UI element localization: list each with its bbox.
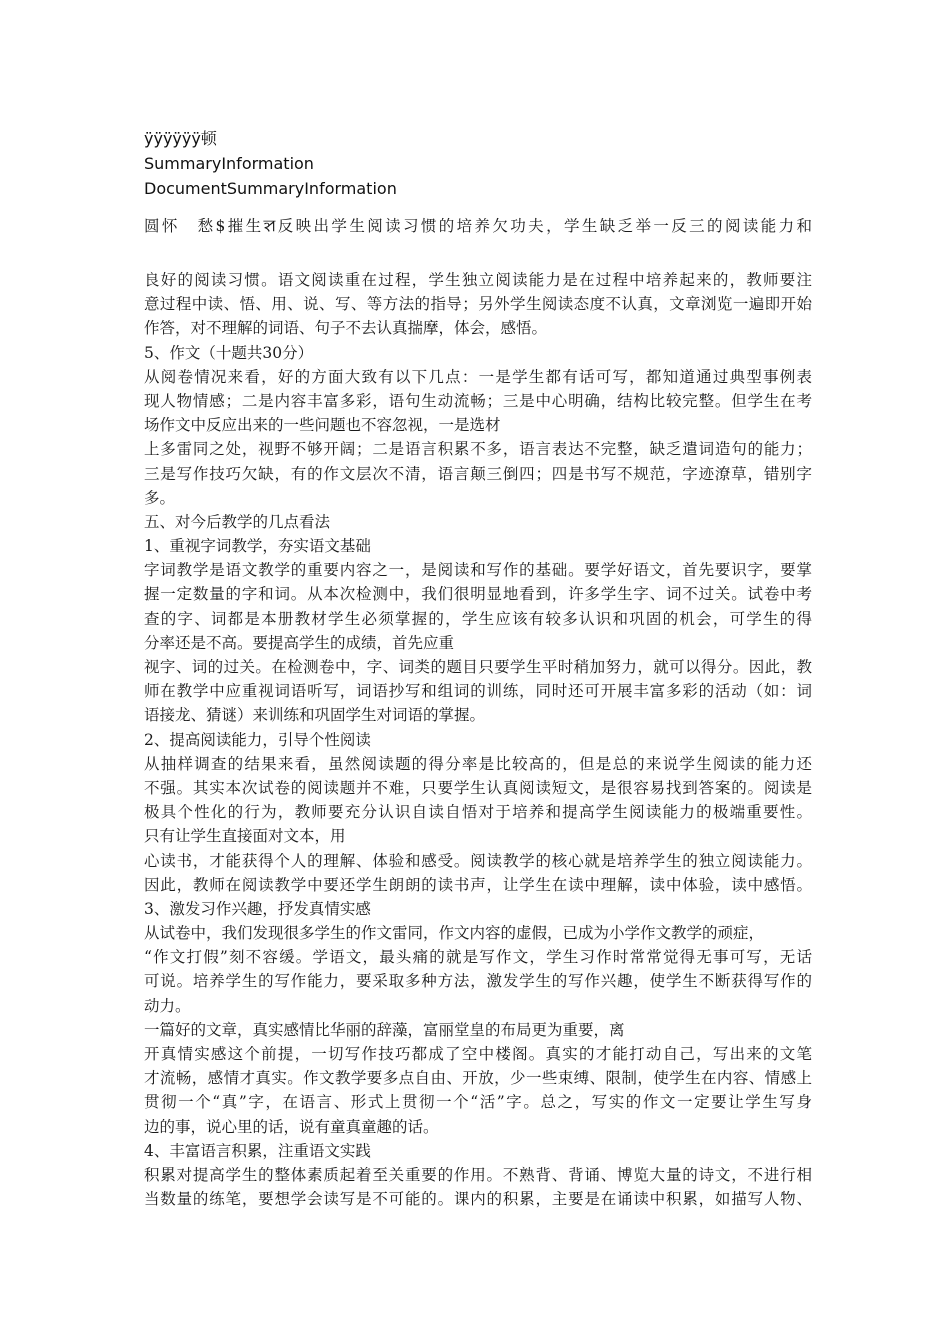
body-line: 贯彻一个“真”字，在语言、形式上贯彻一个“活”字。总之，写实的作文一定要让学生写身 <box>144 1093 812 1112</box>
body-line: 积累对提高学生的整体素质起着至关重要的作用。不熟背、背诵、博览大量的诗文，不进行相 <box>144 1165 812 1184</box>
body-line: 握一定数量的字和词。从本次检测中，我们很明显地看到，许多学生字、词不过关。试卷中考 <box>144 585 812 604</box>
body-line: 圆怀 愁$摧生ꠡ反映出学生阅读习惯的培养欠功夫，学生缺乏举一反三的阅读能力和 <box>144 217 812 235</box>
body-line: 极具个性化的行为，教师要充分认识自读自悟对于培养和提高学生阅读能力的极端重要性。 <box>144 803 812 822</box>
body-line: 不强。其实本次试卷的阅读题并不难，只要学生认真阅读短文，是很容易找到答案的。阅读是 <box>144 778 812 797</box>
garbled-header-text: ÿÿÿÿÿÿ顿 <box>144 129 217 148</box>
subsection-heading: 2、提高阅读能力，引导个性阅读 <box>144 730 371 749</box>
body-line: 心读书，才能获得个人的理解、体验和感受。阅读教学的核心就是培养学生的独立阅读能力。 <box>144 851 812 870</box>
body-line-spacer <box>144 242 812 268</box>
body-line: 动力。 <box>144 996 191 1015</box>
body-line: 良好的阅读习惯。语文阅读重在过程，学生独立阅读能力是在过程中培养起来的，教师要注 <box>144 271 812 289</box>
summary-information-label: SummaryInformation <box>144 154 314 173</box>
subsection-heading: 4、丰富语言积累，注重语文实践 <box>144 1141 371 1160</box>
body-line: 分率还是不高。要提高学生的成绩，首先应重 <box>144 633 455 652</box>
body-line: 因此，教师在阅读教学中要还学生朗朗的读书声，让学生在读中理解，读中体验，读中感悟。 <box>144 875 812 894</box>
document-header <box>144 126 397 201</box>
body-line: 边的事，说心里的话，说有童真童趣的话。 <box>144 1117 439 1136</box>
body-line: 才流畅，感情才真实。作文教学要多点自由、开放，少一些束缚、限制，使学生在内容、情感上 <box>144 1069 812 1088</box>
body-line: 视字、词的过关。在检测卷中，字、词类的题目只要学生平时稍加努力，就可以得分。因此，教 <box>144 658 812 676</box>
body-line: 开真情实感这个前提，一切写作技巧都成了空中楼阁。真实的才能打动自己，写出来的文笔 <box>144 1045 812 1063</box>
body-line: 语接龙、猜谜）来训练和巩固学生对词语的掌握。 <box>144 706 486 725</box>
body-line: 师在教学中应重视词语听写，词语抄写和组词的训练，同时还可开展丰富多彩的活动（如：词 <box>144 682 812 701</box>
body-line: 作答，对不理解的词语、句子不去认真揣摩，体会，感悟。 <box>144 319 548 338</box>
body-line: 从试卷中，我们发现很多学生的作文雷同，作文内容的虚假，已成为小学作文教学的顽症， <box>144 924 765 943</box>
body-line: 上多雷同之处，视野不够开阔；二是语言积累不多，语言表达不完整，缺乏遣词造句的能力； <box>144 440 812 459</box>
section-heading: 五、对今后教学的几点看法 <box>144 512 331 531</box>
section-heading: 5、作文（十题共30分） <box>144 343 314 362</box>
body-line: 多。 <box>144 488 176 507</box>
body-line: 一篇好的文章，真实感情比华丽的辞藻，富丽堂皇的布局更为重要，离 <box>144 1020 625 1039</box>
body-line: 现人物情感；二是内容丰富多彩，语句生动流畅；三是中心明确，结构比较完整。但学生在考 <box>144 391 812 410</box>
body-line: 从阅卷情况来看，好的方面大致有以下几点：一是学生都有话可写，都知道通过典型事例表 <box>144 367 812 386</box>
body-line: 字词教学是语文教学的重要内容之一，是阅读和写作的基础。要学好语文，首先要识字，要掌 <box>144 561 812 580</box>
body-line: 三是写作技巧欠缺，有的作文层次不清，语言颠三倒四；四是书写不规范，字迹潦草，错别字 <box>144 464 812 483</box>
body-line: 查的字、词都是本册教材学生必须掌握的，学生应该有较多认识和巩固的机会，可学生的得 <box>144 609 812 628</box>
body-line: 当数量的练笔，要想学会读写是不可能的。课内的积累，主要是在诵读中积累，如描写人物、 <box>144 1190 812 1209</box>
body-line: 从抽样调查的结果来看，虽然阅读题的得分率是比较高的，但是总的来说学生阅读的能力还 <box>144 754 812 773</box>
subsection-heading: 1、重视字词教学，夯实语文基础 <box>144 537 371 556</box>
document-body <box>144 210 812 1211</box>
body-line: 场作文中反应出来的一些问题也不容忽视，一是选材 <box>144 416 501 435</box>
body-line: 只有让学生直接面对文本，用 <box>144 827 346 846</box>
body-line: 可说。培养学生的写作能力，要采取多种方法，激发学生的写作兴趣，使学生不断获得写作的 <box>144 972 812 991</box>
body-line: “作文打假”刻不容缓。学语文，最头痛的就是写作文，学生习作时常常觉得无事可写，无话 <box>144 948 812 967</box>
body-line: 意过程中读、悟、用、说、写、等方法的指导；另外学生阅读态度不认真，文章浏览一遍即开始 <box>144 295 812 314</box>
document-summary-information-label: DocumentSummaryInformation <box>144 179 397 198</box>
subsection-heading: 3、激发习作兴趣，抒发真情实感 <box>144 899 371 918</box>
